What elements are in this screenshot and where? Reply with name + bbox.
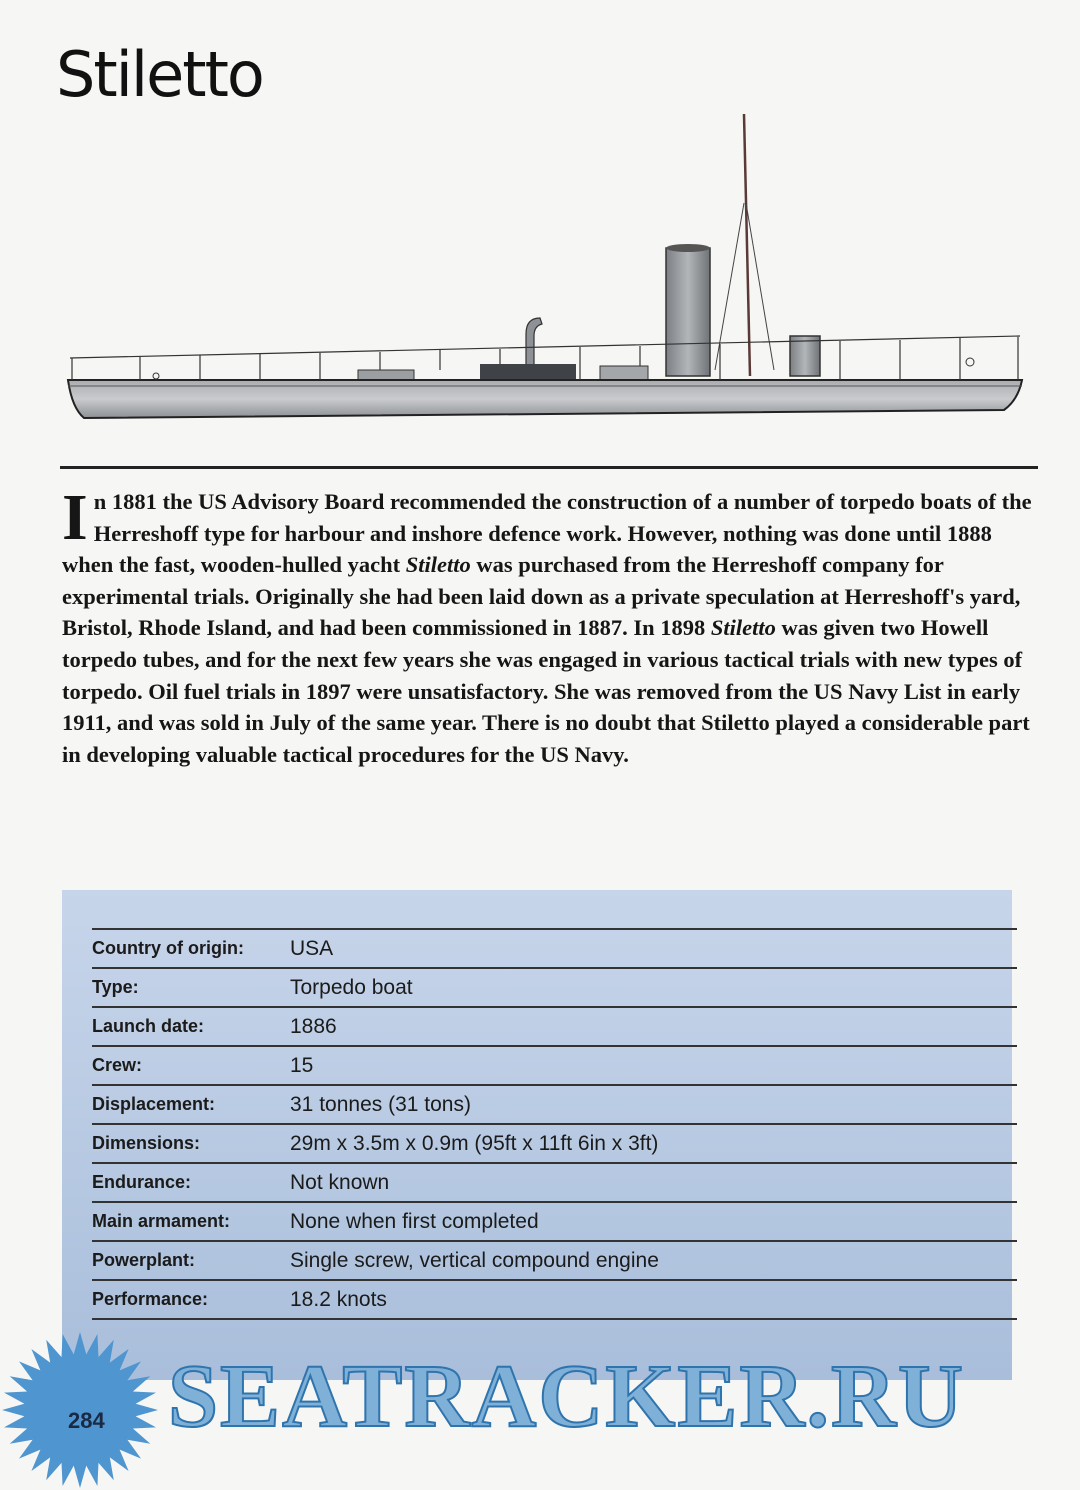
- table-row: [92, 1163, 1017, 1202]
- table-row: [92, 968, 1017, 1007]
- spec-label: Powerplant:: [92, 1250, 196, 1270]
- specifications-table: [92, 928, 1017, 1320]
- table-row: [92, 1241, 1017, 1280]
- spec-value: USA: [290, 936, 334, 960]
- spec-label: Type:: [92, 977, 139, 997]
- watermark-text: SEATRACKER.RU: [168, 1347, 965, 1446]
- spec-value: Not known: [290, 1170, 390, 1194]
- spec-label: Country of origin:: [92, 938, 244, 958]
- spec-label: Dimensions:: [92, 1133, 201, 1153]
- page-title: Stiletto: [56, 38, 263, 111]
- specifications-panel: [62, 890, 1012, 1380]
- section-divider: [60, 466, 1038, 469]
- article-body: [62, 481, 1032, 770]
- spec-label: Crew:: [92, 1055, 143, 1075]
- spec-label: Performance:: [92, 1289, 209, 1309]
- table-row: [92, 1085, 1017, 1124]
- page-number: 284: [68, 1408, 105, 1433]
- table-row: [92, 1124, 1017, 1163]
- ship-name-italic: Stiletto: [710, 615, 776, 641]
- spec-value: 1886: [290, 1014, 337, 1038]
- spec-value: None when first completed: [290, 1209, 539, 1233]
- spec-label: Displacement:: [92, 1094, 216, 1114]
- spec-value: Torpedo boat: [290, 975, 413, 999]
- article-text-part-2: was purchased from the Herreshoff company for experimental trials. Originally she had been laid down as a private speculation at Herreshoff's yard, Bristol, Rhode Island, and had been commissioned in 1887. In 1898: [62, 552, 1021, 641]
- spec-label: Main armament:: [92, 1211, 231, 1231]
- spec-value: 31 tonnes (31 tons): [290, 1092, 471, 1116]
- spec-value: 18.2 knots: [290, 1287, 387, 1311]
- spec-label: Endurance:: [92, 1172, 192, 1192]
- ship-profile-illustration: [60, 108, 1030, 438]
- article-text-part-1: n 1881 the US Advisory Board recommended the construction of a number of torpedo boats of the Herreshoff type for harbour and inshore defence work. However, nothing was done until 1888 when the fast, wooden-hulled yacht: [62, 489, 1032, 578]
- table-row: [92, 1007, 1017, 1046]
- spec-value: 29m x 3.5m x 0.9m (95ft x 11ft 6in x 3ft): [290, 1131, 659, 1155]
- table-row: [92, 929, 1017, 968]
- table-row: [92, 1202, 1017, 1241]
- ship-name-italic: Stiletto: [405, 552, 471, 578]
- drop-cap: I: [62, 481, 88, 554]
- table-row: [92, 1046, 1017, 1085]
- spec-label: Launch date:: [92, 1016, 205, 1036]
- article-text-part-3: was given two Howell torpedo tubes, and for the next few years she was engaged in various tactical trials with new types of torpedo. Oil fuel trials in 1897 were unsatisfactory. She was removed from the US Navy List in early 1911, and was sold in July of the same year. There is no doubt that Stiletto played a considerable part in developing valuable tactical procedures for the US Navy.: [62, 615, 1030, 767]
- table-row: [92, 1280, 1017, 1319]
- spec-value: 15: [290, 1053, 314, 1077]
- spec-value: Single screw, vertical compound engine: [290, 1248, 659, 1272]
